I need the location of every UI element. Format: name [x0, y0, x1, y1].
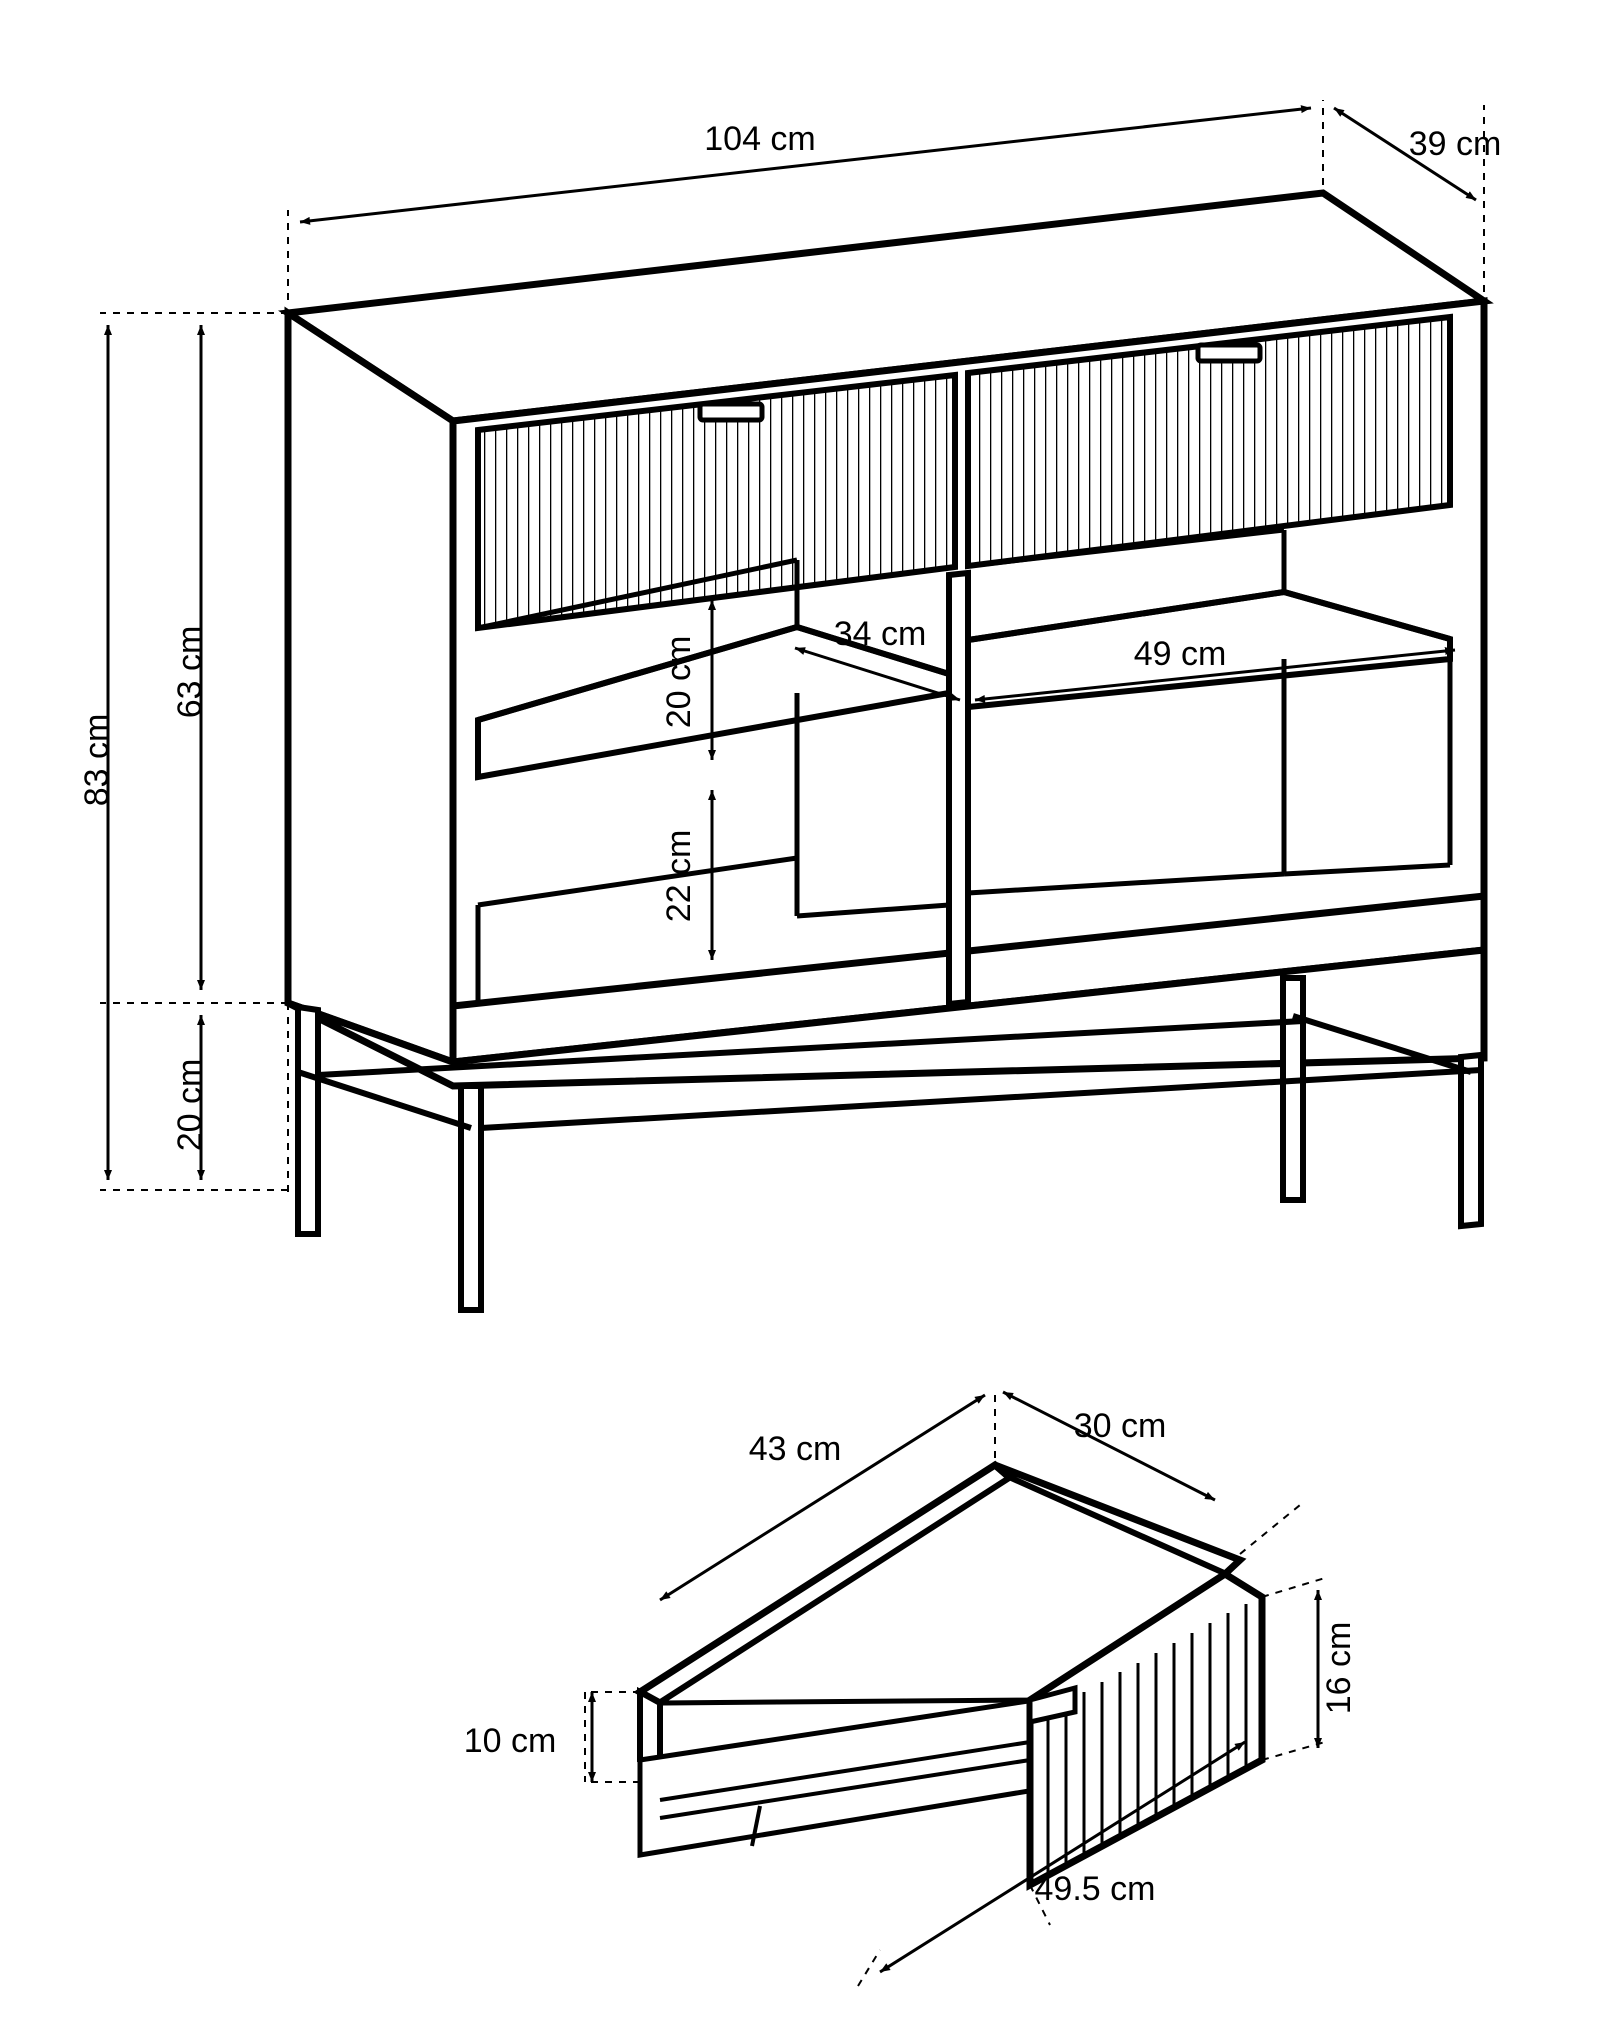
dimension-width-104: [300, 108, 1311, 222]
dimension-height-63: [171, 325, 209, 990]
dimension-drawer-front-height-16: [1318, 1590, 1358, 1748]
drawer-handle-right[interactable]: [1198, 345, 1260, 361]
dimension-label-right-width: 49 cm: [1133, 635, 1227, 673]
dimension-label-upper-compartment: 20 cm: [660, 635, 698, 729]
dimension-label-drawer-width: 43 cm: [748, 1430, 842, 1468]
dimension-label-width: 104 cm: [704, 120, 816, 158]
dimension-leg-height-20: [171, 1015, 209, 1180]
dimension-height-83: [78, 325, 116, 1180]
dimension-drawer-box-height-10: [464, 1692, 592, 1782]
cabinet-figure: [78, 100, 1501, 1310]
dimension-label-total-height: 83 cm: [78, 713, 116, 807]
dimension-depth-39: [1334, 108, 1501, 200]
dimension-label-drawer-box-height: 10 cm: [463, 1722, 557, 1760]
dimension-label-left-width: 34 cm: [833, 615, 927, 653]
dimension-label-drawer-front-height: 16 cm: [1320, 1621, 1358, 1715]
dimension-label-depth: 39 cm: [1408, 125, 1502, 163]
drawer-figure: [464, 1392, 1358, 1986]
dimension-label-drawer-depth: 30 cm: [1073, 1407, 1167, 1445]
dimension-label-lower-compartment: 22 cm: [660, 829, 698, 923]
dimension-label-body-height: 63 cm: [171, 625, 209, 719]
dimension-label-leg-height: 20 cm: [171, 1058, 209, 1152]
drawer-handle-left[interactable]: [700, 404, 762, 420]
dimension-label-drawer-front-width: 49.5 cm: [1034, 1870, 1156, 1908]
